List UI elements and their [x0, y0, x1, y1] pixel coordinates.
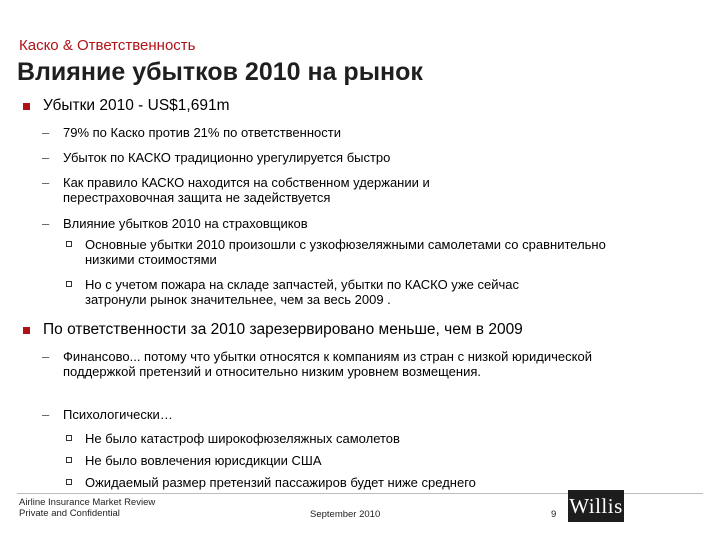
dash-bullet-icon: – — [42, 125, 50, 140]
dash-bullet-icon: – — [42, 216, 50, 231]
bullet-1-sub-4: Влияние убытков 2010 на страховщиков — [63, 216, 308, 231]
page-number: 9 — [551, 509, 557, 520]
bullet-2-sub-1: Финансово... потому что убытки относятся к компаниям из стран с низкой юридической поддержкой претензий и относительно низким уровнем возмещения. — [63, 349, 592, 379]
red-square-bullet-icon — [23, 327, 30, 334]
square-bullet-icon — [66, 479, 72, 485]
bullet-1-sub-4-item-2: Но с учетом пожара на складе запчастей, убытки по КАСКО уже сейчас затронули рынок значительнее, чем за весь 2009 . — [85, 277, 519, 307]
bullet-2-text: По ответственности за 2010 зарезервировано меньше, чем в 2009 — [43, 321, 523, 338]
slide-subtitle: Каско & Ответственность — [19, 37, 196, 54]
square-bullet-icon — [66, 457, 72, 463]
footer-confidentiality: Private and Confidential — [19, 508, 120, 519]
bullet-1-sub-2: Убыток по КАСКО традиционно урегулируется быстро — [63, 150, 391, 165]
bullet-1-sub-3: Как правило КАСКО находится на собственном удержании и перестраховочная защита не задействуется — [63, 175, 430, 205]
dash-bullet-icon: – — [42, 349, 50, 364]
bullet-2-sub-2: Психологически… — [63, 407, 173, 422]
red-square-bullet-icon — [23, 103, 30, 110]
dash-bullet-icon: – — [42, 175, 50, 190]
square-bullet-icon — [66, 435, 72, 441]
footer-date: September 2010 — [310, 509, 381, 520]
bullet-2-sub-2-item-1: Не было катастроф широкофюзеляжных самолетов — [85, 431, 400, 446]
dash-bullet-icon: – — [42, 150, 50, 165]
bullet-1-text: Убытки 2010 - US$1,691m — [43, 97, 230, 114]
square-bullet-icon — [66, 241, 72, 247]
bullet-1-sub-1: 79% по Каско против 21% по ответственности — [63, 125, 341, 140]
willis-logo — [568, 490, 624, 522]
slide-title: Влияние убытков 2010 на рынок — [17, 58, 423, 86]
logo-text: Willis — [569, 493, 623, 518]
square-bullet-icon — [66, 281, 72, 287]
bullet-2-sub-2-item-3: Ожидаемый размер претензий пассажиров будет ниже среднего — [85, 475, 476, 490]
bullet-2-sub-2-item-2: Не было вовлечения юрисдикции США — [85, 453, 322, 468]
bullet-1-sub-4-item-1: Основные убытки 2010 произошли с узкофюзеляжными самолетами со сравнительно низкими стоимостями — [85, 237, 606, 267]
footer-left — [19, 497, 155, 519]
dash-bullet-icon: – — [42, 407, 50, 422]
footer-report-name: Airline Insurance Market Review — [19, 497, 156, 508]
